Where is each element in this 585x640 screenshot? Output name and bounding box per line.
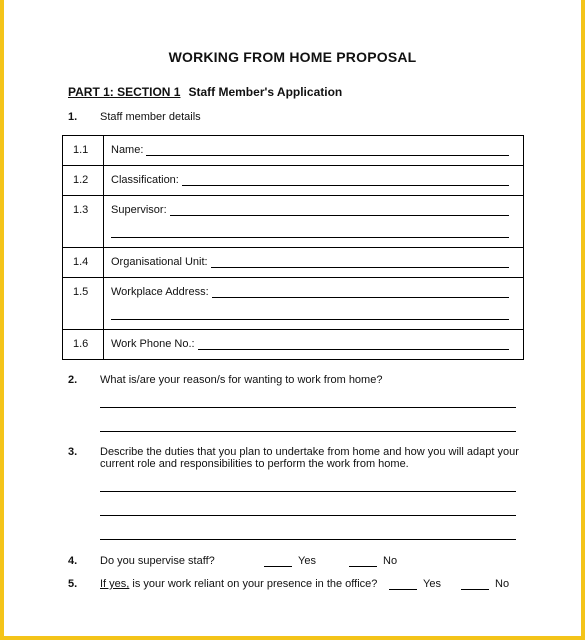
staff-details-table [62,135,524,360]
supervisor-field-continued[interactable] [111,237,509,238]
supervisor-field[interactable] [170,205,509,216]
question-1-number: 1. [68,111,78,123]
detail-label: Workplace Address: [111,286,209,298]
question-2-text: What is/are your reason/s for wanting to work from home? [100,374,383,386]
detail-row-supervisor [63,196,524,248]
question-3-text-line-2: current role and responsibilities to perform the work from home. [100,458,409,470]
question-3-text-line-1: Describe the duties that you plan to undertake from home and how you will adapt your [100,446,519,458]
detail-index: 1.2 [63,166,104,196]
question-4-number: 4. [68,555,78,567]
yes-label: Yes [423,578,441,590]
part-label: PART 1: SECTION 1 [68,85,181,99]
yes-blank[interactable] [389,579,417,590]
question-5-number: 5. [68,578,78,590]
answer-line[interactable] [100,407,516,408]
detail-row-classification [63,166,524,196]
detail-row-work-phone [63,330,524,360]
question-5-body: is your work reliant on your presence in the office? [129,578,378,590]
detail-label: Name: [111,144,144,156]
part-heading [68,85,342,99]
detail-index: 1.1 [63,136,104,166]
yes-blank[interactable] [264,556,292,567]
detail-index: 1.6 [63,330,104,360]
answer-line[interactable] [100,491,516,492]
classification-field[interactable] [182,175,509,186]
answer-line[interactable] [100,539,516,540]
detail-row-name [63,136,524,166]
detail-index: 1.3 [63,196,104,248]
form-title: WORKING FROM HOME PROPOSAL [168,49,417,65]
question-5-no-option[interactable] [461,578,509,590]
question-5-text [100,578,377,591]
yes-label: Yes [298,555,316,567]
detail-index: 1.4 [63,248,104,278]
workplace-address-field[interactable] [212,287,509,298]
detail-row-organisational-unit [63,248,524,278]
no-label: No [383,555,398,567]
question-4-yes-option[interactable] [264,555,316,567]
work-phone-field[interactable] [198,339,509,350]
question-3-number: 3. [68,446,78,458]
question-4-no-option[interactable] [349,555,397,567]
detail-row-workplace-address [63,278,524,330]
question-4-text: Do you supervise staff? [100,555,215,567]
detail-label: Supervisor: [111,204,167,216]
answer-line[interactable] [100,431,516,432]
detail-label: Work Phone No.: [111,338,195,350]
detail-index: 1.5 [63,278,104,330]
workplace-address-field-continued[interactable] [111,319,509,320]
answer-line[interactable] [100,515,516,516]
form-page [4,0,581,636]
organisational-unit-field[interactable] [211,257,509,268]
no-blank[interactable] [461,579,489,590]
if-yes-lead: If yes, [100,578,130,590]
no-label: No [495,578,510,590]
part-subtitle: Staff Member's Application [188,85,343,99]
question-1-text: Staff member details [100,111,201,123]
detail-label: Classification: [111,174,179,186]
no-blank[interactable] [349,556,377,567]
detail-label: Organisational Unit: [111,256,208,268]
name-field[interactable] [146,145,509,156]
question-5-yes-option[interactable] [389,578,441,590]
question-2-number: 2. [68,374,78,386]
